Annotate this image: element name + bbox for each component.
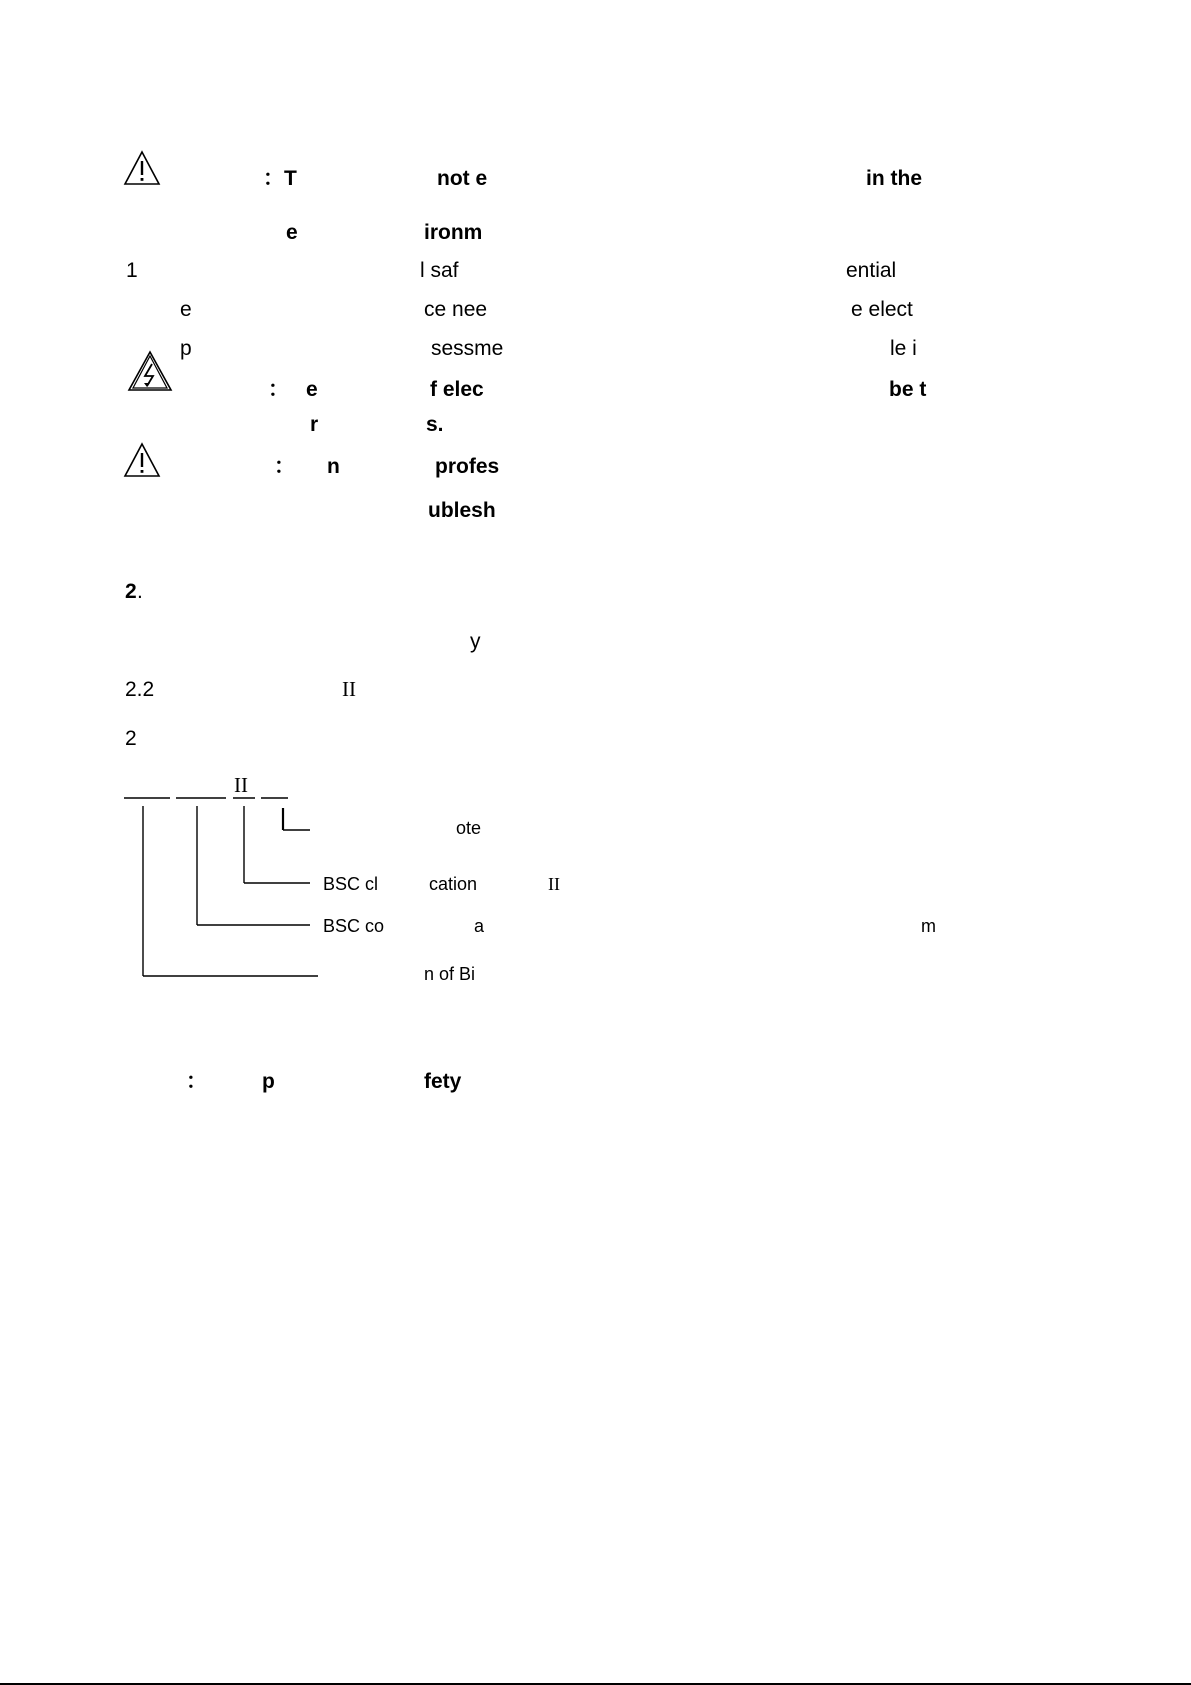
footer-note-fragment: p	[262, 1070, 275, 1093]
warning-2-fragment: f elec	[430, 378, 484, 401]
warning-2-fragment: be t	[889, 378, 927, 401]
section-2-heading-dot: .	[137, 580, 143, 603]
section-2-2-number: 2.2	[125, 678, 155, 701]
model-code-label: BSC co	[323, 916, 385, 936]
section-1-fragment: ce nee	[424, 298, 488, 321]
model-code-roman: II	[234, 773, 248, 797]
section-2-2-roman: II	[342, 677, 356, 701]
model-code-label: n of Bi	[424, 964, 476, 984]
section-1-fragment: e elect	[851, 298, 913, 321]
section-1-fragment: le i	[890, 337, 917, 360]
warning-3-fragment: ublesh	[428, 499, 496, 522]
section-1-fragment: e	[180, 298, 192, 321]
model-code-label: cation	[429, 874, 478, 894]
footer-note-fragment: ：	[186, 1070, 207, 1093]
warning-1-fragment: not e	[437, 167, 488, 190]
section-1-fragment: sessme	[431, 337, 504, 360]
warning-3-fragment: profes	[435, 455, 500, 478]
footer-note-fragment: fety	[424, 1070, 462, 1093]
section-2-heading-number: 2	[125, 580, 137, 603]
section-2-3-number: 2	[125, 727, 137, 750]
warning-1-fragment: ironm	[424, 221, 483, 244]
warning-2-fragment: s.	[426, 413, 444, 436]
model-code-label: a	[474, 916, 485, 936]
section-2-fragment: y	[470, 630, 481, 653]
warning-1-fragment: ：T	[263, 167, 297, 190]
warning-1-fragment: e	[286, 221, 298, 244]
model-code-label: BSC cl	[323, 874, 379, 894]
warning-3-fragment: ：	[274, 455, 295, 478]
section-1-fragment: p	[180, 337, 192, 360]
section-1-fragment: ential	[846, 259, 897, 282]
warning-3-fragment: n	[327, 455, 340, 478]
warning-2-fragment: e	[306, 378, 318, 401]
section-1-fragment: l saf	[420, 259, 459, 282]
model-code-label: ote	[456, 818, 482, 838]
model-code-label: m	[921, 916, 936, 936]
warning-2-fragment: r	[310, 413, 319, 436]
model-code-label: II	[548, 874, 560, 894]
section-1-number: 1	[126, 259, 138, 282]
warning-1-fragment: in the	[866, 167, 922, 190]
warning-2-fragment: ：	[268, 378, 289, 401]
